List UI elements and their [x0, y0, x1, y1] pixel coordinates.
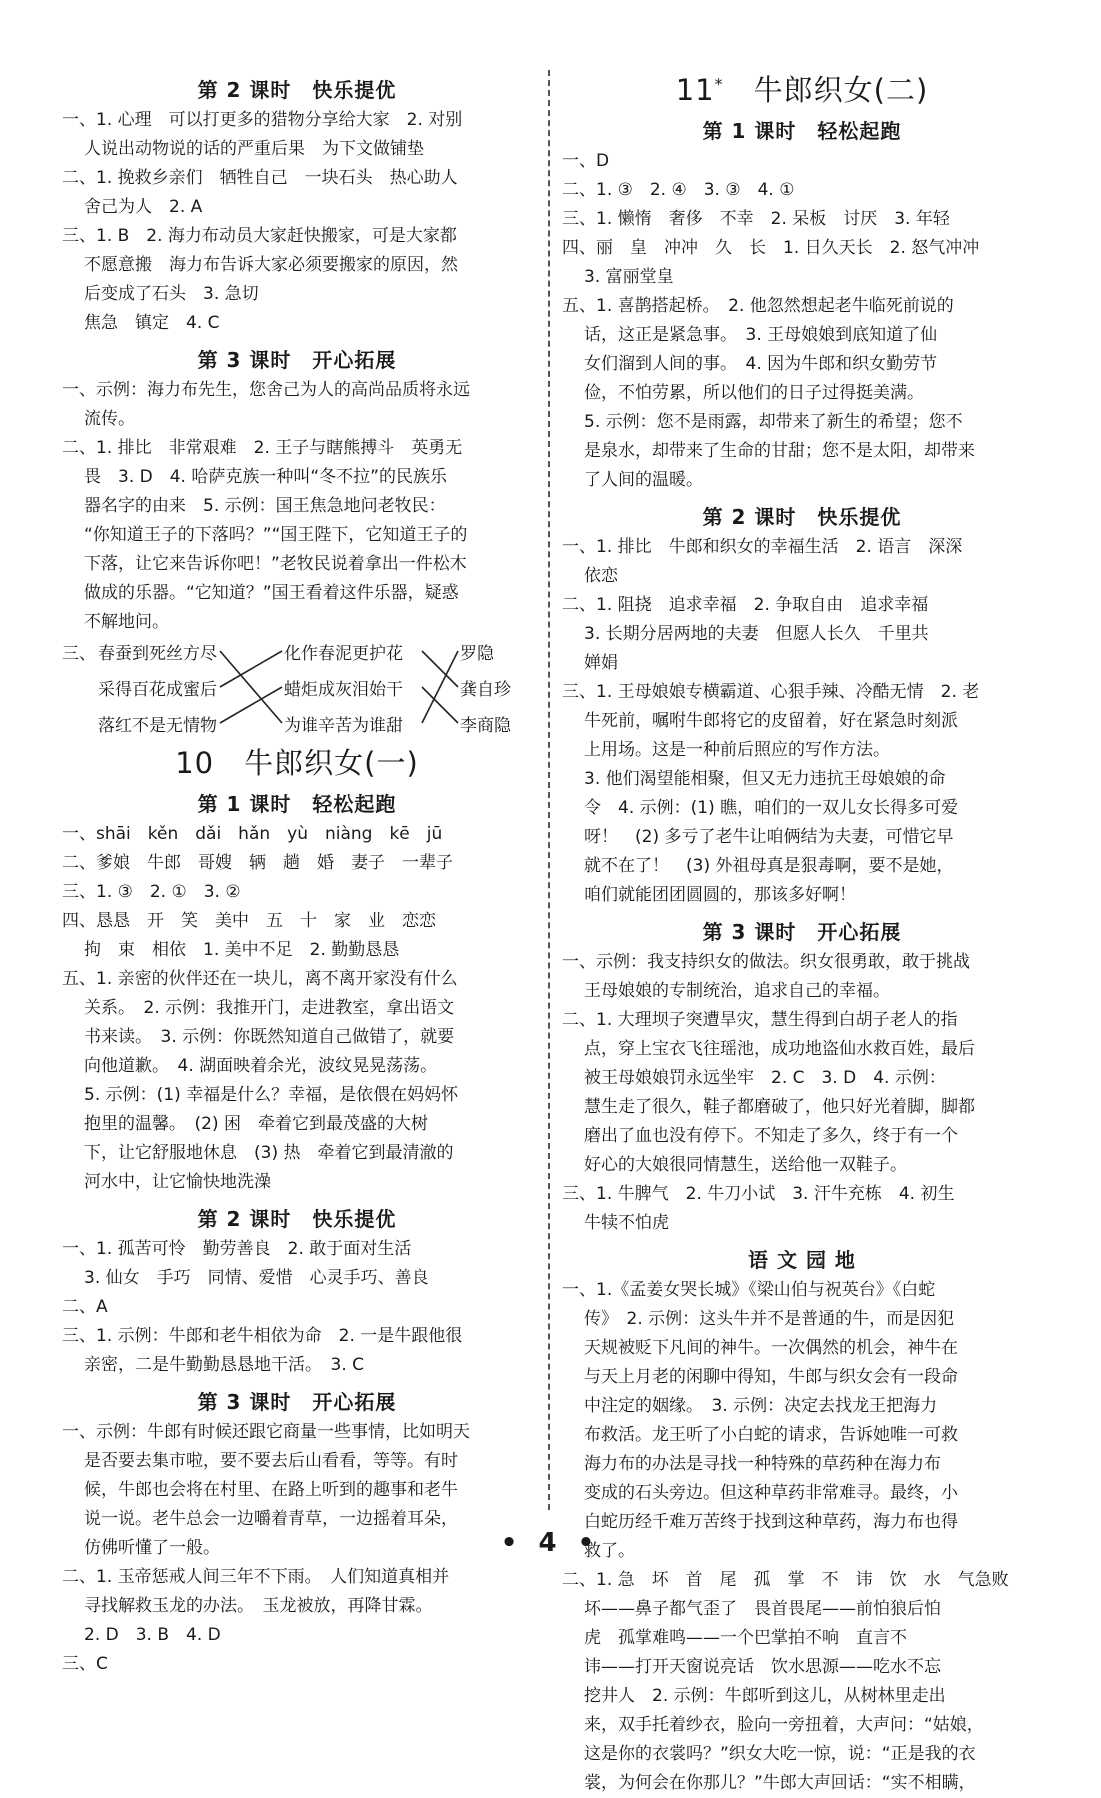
section-heading: 第 2 课时 快乐提优: [197, 1207, 397, 1231]
answer-line: 5. 示例：您不是雨露，却带来了新生的希望；您不: [584, 412, 963, 432]
answer-line: 不解地问。: [84, 612, 169, 632]
answer-line: 四、丽 皇 冲冲 久 长 1. 日久天长 2. 怒气冲冲: [562, 238, 980, 258]
answer-line: 二、A: [62, 1297, 108, 1317]
answer-line: 三、1. 示例：牛郎和老牛相依为命 2. 一是牛跟他很: [62, 1326, 463, 1346]
lesson-title: 11* 牛郎织女(二): [675, 73, 929, 107]
poem-author: 李商隐: [460, 716, 511, 736]
answer-line: 来，双手托着纱衣，脸向一旁扭着，大声问：“姑娘，: [584, 1715, 984, 1735]
answer-line: 四、恳恳 开 笑 美中 五 十 家 业 恋恋: [62, 911, 436, 931]
answer-line: 一、D: [562, 151, 610, 171]
answer-line: 二、1. 急 坏 首 尾 孤 掌 不 讳 饮 水 气急败: [562, 1570, 1009, 1590]
answer-line: 寻找解救玉龙的办法。 玉龙被放，再降甘霖。: [84, 1596, 433, 1616]
answer-line: 是泉水，却带来了生命的甘甜；您不是太阳，却带来: [584, 441, 975, 461]
section-heading: 第 2 课时 快乐提优: [197, 78, 397, 102]
match-line: [220, 651, 282, 687]
poem-author: 罗隐: [460, 644, 494, 664]
answer-line: 二、1. 挽救乡亲们 牺牲自己 一块石头 热心助人: [62, 168, 458, 188]
answer-line: 二、1. 排比 非常艰难 2. 王子与瞎熊搏斗 英勇无: [62, 438, 463, 458]
answer-line: 是否要去集市啦，要不要去后山看看，等等。有时: [84, 1451, 458, 1471]
answer-line: 布救活。龙王听了小白蛇的请求，告诉她唯一可救: [584, 1425, 958, 1445]
answer-line: 3. 富丽堂皇: [584, 267, 674, 287]
answer-line: 白蛇历经千难万苦终于找到这种草药，海力布也得: [584, 1512, 958, 1532]
answer-line: 磨出了血也没有停下。不知走了多久，终于有一个: [584, 1126, 958, 1146]
left-column: [62, 68, 532, 1679]
answer-line: 下落，让它来告诉你吧！”老牧民说着拿出一件松木: [84, 554, 467, 574]
section-heading: 第 3 课时 开心拓展: [197, 1390, 397, 1414]
answer-line: 五、1. 亲密的伙伴还在一块儿，离不离开家没有什么: [62, 969, 458, 989]
answer-line: 了人间的温暖。: [584, 470, 703, 490]
answer-block: [62, 1235, 532, 1380]
answer-line: 慧生走了很久，鞋子都磨破了，他只好光着脚，脚都: [584, 1097, 975, 1117]
answer-line: 三、1. ③ 2. ① 3. ②: [62, 882, 241, 902]
poem-line: 春蚕到死丝方尽: [98, 644, 217, 664]
answer-block: [562, 147, 1042, 495]
answer-line: 这是你的衣裳吗？”织女大吃一惊，说：“正是我的衣: [584, 1744, 976, 1764]
answer-line: 候，牛郎也会将在村里、在路上听到的趣事和老牛: [84, 1480, 458, 1500]
section-heading: 语 文 园 地: [748, 1248, 856, 1272]
section-heading: 第 3 课时 开心拓展: [702, 920, 902, 944]
section-heading: 第 1 课时 轻松起跑: [702, 119, 902, 143]
answer-line: 咱们就能团团圆圆的，那该多好啊！: [584, 885, 856, 905]
answer-line: 三、1. 牛脾气 2. 牛刀小试 3. 汗牛充栋 4. 初生: [562, 1184, 955, 1204]
answer-line: 一、示例：我支持织女的做法。织女很勇敢，敢于挑战: [562, 952, 970, 972]
poem-line: 为谁辛苦为谁甜: [284, 716, 403, 736]
answer-line: 关系。 2. 示例：我推开门，走进教室，拿出语文: [84, 998, 455, 1018]
answer-line: 牛死前，嘱咐牛郎将它的皮留着，好在紧急时刻派: [584, 711, 958, 731]
answer-block: [62, 376, 532, 637]
answer-line: 做成的乐器。“它知道？”国王看着这件乐器，疑惑: [84, 583, 459, 603]
lesson-title: 10 牛郎织女(一): [175, 746, 419, 780]
answer-line: 牛犊不怕虎: [584, 1213, 669, 1233]
answer-line: 仿佛听懂了一般。: [84, 1538, 220, 1558]
answer-block: [62, 106, 532, 338]
answer-line: 就不在了！ (3) 外祖母真是狠毒啊，要不是她，: [584, 856, 954, 876]
answer-line: 令 4. 示例：(1) 瞧，咱们的一双儿女长得多可爱: [584, 798, 959, 818]
poem-prefix: 三、: [62, 644, 96, 664]
answer-line: 拘 束 相依 1. 美中不足 2. 勤勤恳恳: [84, 940, 400, 960]
answer-line: 俭，不怕劳累，所以他们的日子过得挺美满。: [584, 383, 924, 403]
answer-line: 三、1. 懒惰 奢侈 不幸 2. 呆板 讨厌 3. 年轻: [562, 209, 950, 229]
answer-line: 一、1. 排比 牛郎和织女的幸福生活 2. 语言 深深: [562, 537, 963, 557]
answer-line: 畏 3. D 4. 哈萨克族一种叫“冬不拉”的民族乐: [84, 467, 447, 487]
answer-line: 传》 2. 示例：这头牛并不是普通的牛，而是因犯: [584, 1309, 955, 1329]
answer-line: 话，这正是紧急事。 3. 王母娘娘到底知道了仙: [584, 325, 938, 345]
answer-line: 不愿意搬 海力布告诉大家必须要搬家的原因，然: [84, 255, 458, 275]
poem-line: 蜡炬成灰泪始干: [284, 680, 403, 700]
answer-line: 下，让它舒服地休息 (3) 热 牵着它到最清澈的: [84, 1143, 454, 1163]
answer-line: 二、1. 大理坝子突遭旱灾，慧生得到白胡子老人的指: [562, 1010, 958, 1030]
answer-line: 三、1. B 2. 海力布动员大家赶快搬家，可是大家都: [62, 226, 457, 246]
answer-line: 书来读。 3. 示例：你既然知道自己做错了，就要: [84, 1027, 455, 1047]
answer-line: 3. 长期分居两地的夫妻 但愿人长久 千里共: [584, 624, 929, 644]
answer-line: 一、1. 孤苦可怜 勤劳善良 2. 敢于面对生活: [62, 1239, 412, 1259]
answer-line: 变成的石头旁边。但这种草药非常难寻。最终，小: [584, 1483, 958, 1503]
answer-line: 呀！ (2) 多亏了老牛让咱俩结为夫妻，可惜它早: [584, 827, 954, 847]
answer-line: 点，穿上宝衣飞往瑶池，成功地盗仙水救百姓，最后: [584, 1039, 975, 1059]
answer-line: 一、示例：海力布先生，您舍己为人的高尚品质将永远: [62, 380, 470, 400]
section-heading: 第 2 课时 快乐提优: [702, 505, 902, 529]
answer-line: 流传。: [84, 409, 135, 429]
matching-lines: [62, 639, 532, 739]
answer-line: 二、1. 玉帝惩戒人间三年不下雨。 人们知道真相并: [62, 1567, 450, 1587]
answer-line: 五、1. 喜鹊搭起桥。 2. 他忽然想起老牛临死前说的: [562, 296, 954, 316]
answer-line: 二、1. 阻挠 追求幸福 2. 争取自由 追求幸福: [562, 595, 929, 615]
answer-line: 讳——打开天窗说亮话 饮水思源——吃水不忘: [584, 1657, 941, 1677]
column-divider: [548, 70, 550, 1510]
answer-line: 亲密，二是牛勤勤恳恳地干活。 3. C: [84, 1355, 364, 1375]
answer-line: 5. 示例：(1) 幸福是什么？幸福，是依偎在妈妈怀: [84, 1085, 459, 1105]
answer-line: 一、1.《孟姜女哭长城》《梁山伯与祝英台》《白蛇: [562, 1280, 936, 1300]
page-number: • 4 •: [500, 1528, 601, 1558]
answer-block: [562, 948, 1042, 1238]
answer-line: 中注定的姻缘。 3. 示例：决定去找龙王把海力: [584, 1396, 938, 1416]
answer-line: 焦急 镇定 4. C: [84, 313, 220, 333]
answer-line: 被王母娘娘罚永远坐牢 2. C 3. D 4. 示例：: [584, 1068, 946, 1088]
answer-line: 向他道歉。 4. 湖面映着余光，波纹晃晃荡荡。: [84, 1056, 438, 1076]
answer-line: 好心的大娘很同情慧生，送给他一双鞋子。: [584, 1155, 907, 1175]
answer-line: 救了。: [584, 1541, 635, 1561]
answer-line: 虎 孤掌难鸣——一个巴掌拍不响 直言不: [584, 1628, 907, 1648]
answer-line: 天规被贬下凡间的神牛。一次偶然的机会，神牛在: [584, 1338, 958, 1358]
answer-line: 河水中，让它愉快地洗澡: [84, 1172, 271, 1192]
answer-line: 婵娟: [584, 653, 618, 673]
answer-line: 王母娘娘的专制统治，追求自己的幸福。: [584, 981, 890, 1001]
match-line: [220, 687, 282, 723]
answer-line: “你知道王子的下落吗？”“国王陛下，它知道王子的: [84, 525, 468, 545]
poem-author: 龚自珍: [460, 680, 511, 700]
answer-line: 抱里的温馨。 (2) 困 牵着它到最茂盛的大树: [84, 1114, 428, 1134]
poem-line: 落红不是无情物: [98, 716, 217, 736]
answer-block: [562, 533, 1042, 910]
answer-line: 上用场。这是一种前后照应的写作方法。: [584, 740, 890, 760]
poem-matching: [62, 639, 532, 739]
answer-line: 器名字的由来 5. 示例：国王焦急地问老牧民：: [84, 496, 446, 516]
answer-line: 与天上月老的闲聊中得知，牛郎与织女会有一段命: [584, 1367, 958, 1387]
answer-line: 女们溜到人间的事。 4. 因为牛郎和织女勤劳节: [584, 354, 938, 374]
answer-line: 3. 他们渴望能相聚，但又无力违抗王母娘娘的命: [584, 769, 946, 789]
answer-line: 依恋: [584, 566, 618, 586]
answer-line: 2. D 3. B 4. D: [84, 1625, 221, 1645]
answer-line: 二、1. ③ 2. ④ 3. ③ 4. ①: [562, 180, 795, 200]
answer-line: 一、示例：牛郎有时候还跟它商量一些事情，比如明天: [62, 1422, 470, 1442]
section-heading: 第 1 课时 轻松起跑: [197, 792, 397, 816]
answer-line: 三、C: [62, 1654, 108, 1674]
answer-line: 一、1. 心理 可以打更多的猎物分享给大家 2. 对别: [62, 110, 463, 130]
answer-line: 舍己为人 2. A: [84, 197, 203, 217]
match-line: [422, 651, 458, 687]
answer-line: 人说出动物说的话的严重后果 为下文做铺垫: [84, 139, 424, 159]
match-line: [422, 687, 458, 723]
answer-line: 后变成了石头 3. 急切: [84, 284, 259, 304]
answer-block: [62, 820, 532, 1197]
poem-line: 化作春泥更护花: [284, 644, 403, 664]
answer-line: 二、爹娘 牛郎 哥嫂 辆 趟 婚 妻子 一辈子: [62, 853, 453, 873]
answer-line: 说一说。老牛总会一边嚼着青草，一边摇着耳朵，: [84, 1509, 458, 1529]
answer-line: 海力布的办法是寻找一种特殊的草药种在海力布: [584, 1454, 941, 1474]
poem-line: 采得百花成蜜后: [98, 680, 217, 700]
match-line: [422, 651, 458, 723]
answer-line: 三、1. 王母娘娘专横霸道、心狠手辣、冷酷无情 2. 老: [562, 682, 980, 702]
section-heading: 第 3 课时 开心拓展: [197, 348, 397, 372]
answer-line: 一、shāi kěn dǎi hǎn yù niàng kē jū: [62, 824, 443, 844]
answer-line: 坏——鼻子都气歪了 畏首畏尾——前怕狼后怕: [584, 1599, 941, 1619]
match-line: [220, 651, 282, 723]
answer-line: 3. 仙女 手巧 同情、爱惜 心灵手巧、善良: [84, 1268, 429, 1288]
answer-line: 挖井人 2. 示例：牛郎听到这儿，从树林里走出: [584, 1686, 946, 1706]
answer-line: 裳，为何会在你那儿？”牛郎大声回话：“实不相瞒，: [584, 1773, 976, 1793]
